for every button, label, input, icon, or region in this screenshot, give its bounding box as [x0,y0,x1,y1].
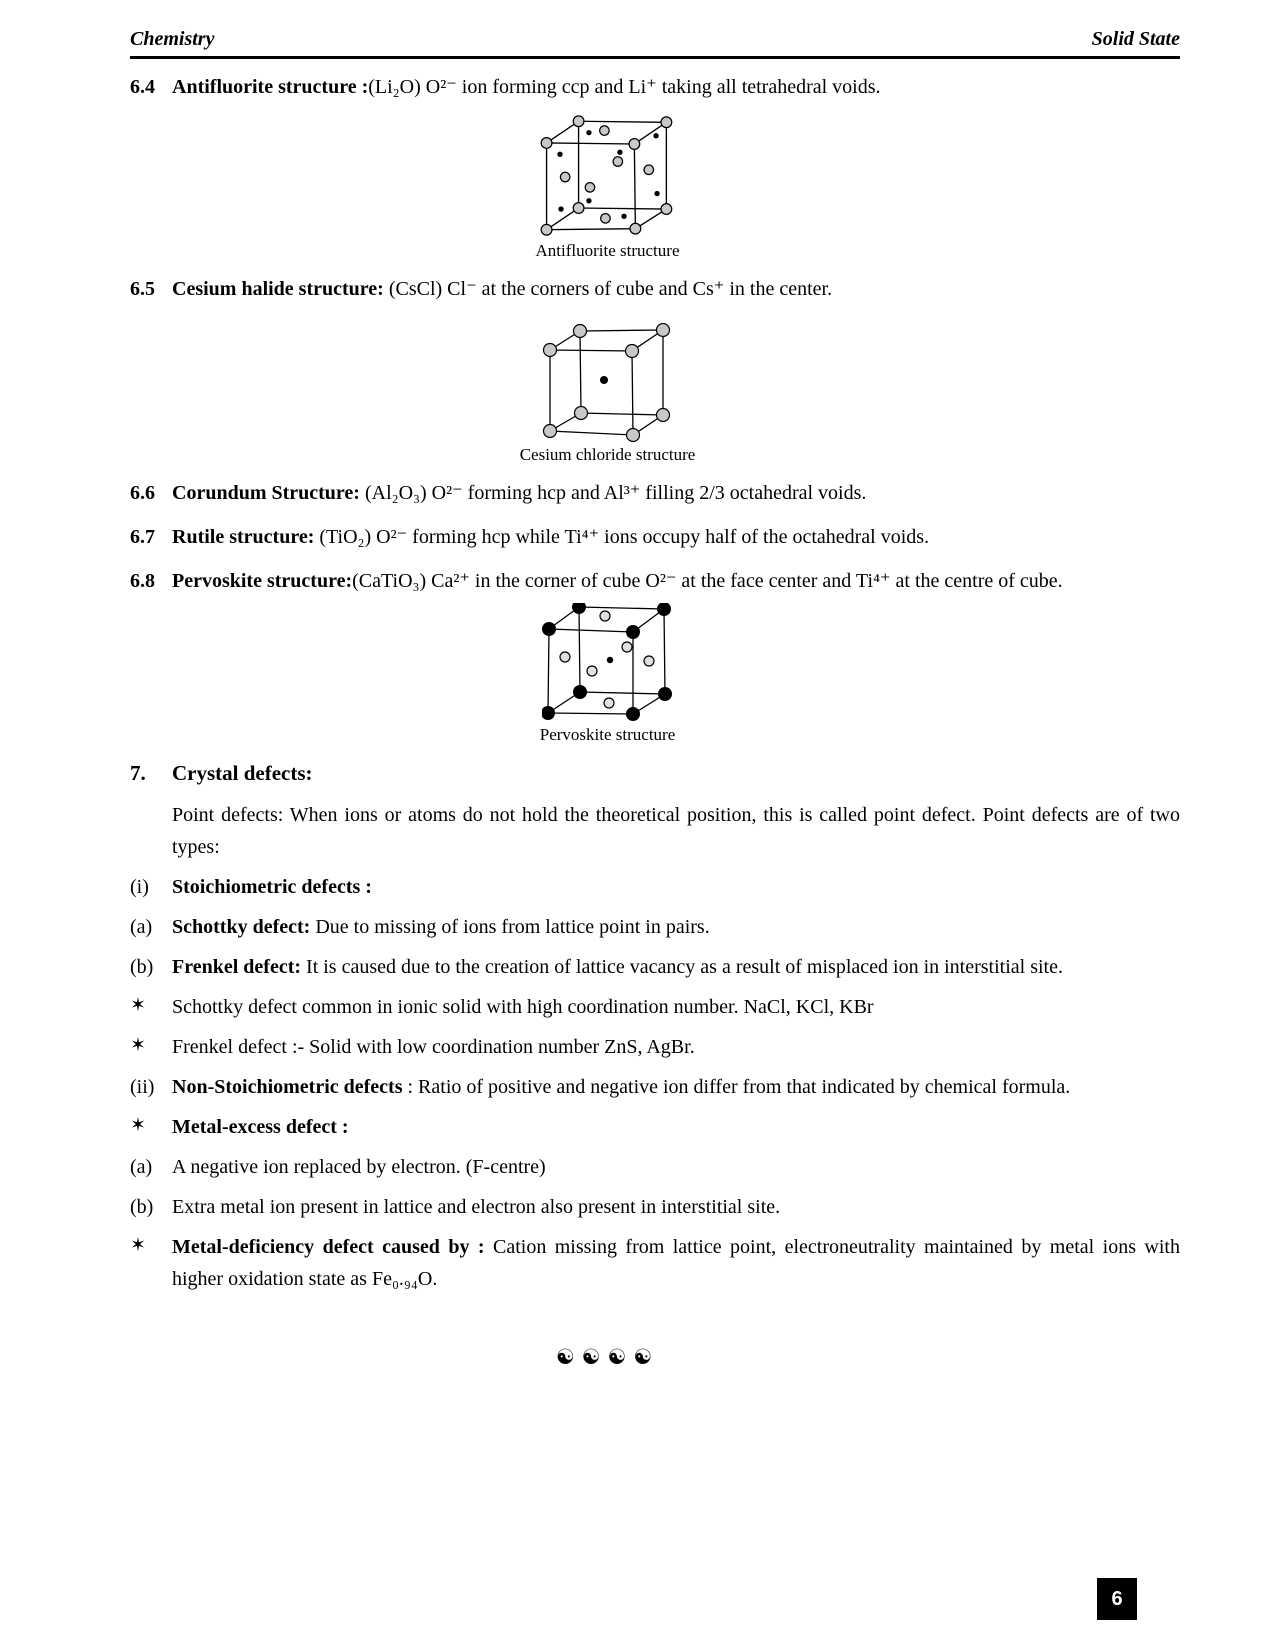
antifluorite-figure [130,113,1085,261]
item-text: Frenkel defect :- Solid with low coordination number ZnS, AgBr. [172,1035,695,1058]
section-body-text: (TiO₂) O²⁻ forming hcp while Ti⁴⁺ ions occupy half of the octahedral voids. [314,526,930,548]
defect-item-ii [130,1071,1180,1103]
section-body-text: (CaTiO₃) Ca²⁺ in the corner of cube O²⁻ at the face center and Ti⁴⁺ at the centre of cube. [352,570,1063,592]
section-number: 6.6 [130,482,155,504]
pervoskite-structure-diagram [542,603,674,723]
section-text [172,477,1180,509]
section-number: 6.7 [130,526,155,548]
page-header [130,28,1180,59]
item-text: Schottky defect: Due to missing of ions from lattice point in pairs. [172,915,710,938]
metal-deficiency-item [130,1231,1180,1295]
item-text: Frenkel defect: It is caused due to the creation of lattice vacancy as a result of misplaced ion in interstitial site. [172,955,1063,978]
item-text: Metal-excess defect : [172,1115,349,1138]
page-number-badge: 6 [1097,1578,1137,1620]
section-title: Crystal defects: [172,761,313,785]
item-marker: (a) [130,1155,153,1178]
item-text: Metal-deficiency defect caused by : Cation missing from lattice point, electroneutrality maintained by metal ions with higher oxidation state as Fe₀.₉₄O. [172,1235,1180,1290]
yin-yang-ornament: ☯☯☯☯ [555,1344,660,1369]
star-bullet-icon: ✶ [130,1114,146,1136]
note-schottky-common [130,991,1180,1023]
figure-caption: Antifluorite structure [535,241,680,260]
section-text [172,71,1180,103]
section-7-heading [130,757,1180,791]
item-marker: (a) [130,915,153,938]
section-label: Corundum Structure: [172,482,360,504]
section-label: Antifluorite structure : [172,76,369,98]
item-marker: (b) [130,955,154,978]
section-label: Cesium halide structure: [172,278,384,300]
section-text [172,565,1180,597]
section-body-text: (Li₂O) O²⁻ ion forming ccp and Li⁺ taking all tetrahedral voids. [368,76,881,98]
cesium-chloride-figure [130,323,1085,465]
metal-excess-heading [130,1111,1180,1143]
defect-item-i [130,871,1180,903]
item-marker: (b) [130,1195,154,1218]
pervoskite-figure [130,603,1085,745]
star-bullet-icon: ✶ [130,1234,146,1256]
section-6-5 [130,273,1180,305]
star-bullet-icon: ✶ [130,994,146,1016]
item-text: Stoichiometric defects : [172,875,372,898]
header-right: Solid State [1091,28,1180,50]
section-6-6 [130,477,1180,509]
section-text [172,521,1180,553]
point-defects-paragraph: Point defects: When ions or atoms do not hold the theoretical position, this is called point defect. Point defects are of two types: [172,803,1180,858]
section-6-7 [130,521,1180,553]
section-number: 6.4 [130,76,155,98]
section-number: 6.8 [130,570,155,592]
item-text: Extra metal ion present in lattice and electron also present in interstitial site. [172,1195,781,1218]
metal-excess-a [130,1151,1180,1183]
section-text [172,273,1180,305]
section-6-8 [130,565,1180,597]
note-frenkel-solid [130,1031,1180,1063]
metal-excess-b [130,1191,1180,1223]
figure-caption: Pervoskite structure [539,725,676,744]
header-left: Chemistry [130,28,215,50]
star-bullet-icon: ✶ [130,1034,146,1056]
item-marker: (ii) [130,1075,155,1098]
figure-caption: Cesium chloride structure [519,445,696,464]
item-text: A negative ion replaced by electron. (F-centre) [172,1155,546,1178]
section-number: 7. [130,761,146,785]
section-body-text: (CsCl) Cl⁻ at the corners of cube and Cs⁺ in the center. [383,278,833,300]
cesium-chloride-structure-diagram [540,323,675,443]
item-text: Schottky defect common in ionic solid with high coordination number. NaCl, KCl, KBr [172,995,874,1018]
item-marker: (i) [130,875,149,898]
defect-item-frenkel [130,951,1180,983]
section-label: Pervoskite structure: [172,570,353,592]
defect-item-schottky [130,911,1180,943]
antifluorite-structure-diagram [535,113,680,239]
section-number: 6.5 [130,278,155,300]
item-text: Non-Stoichiometric defects : Ratio of positive and negative ion differ from that indicated by chemical formula. [172,1075,1071,1098]
section-label: Rutile structure: [172,526,315,548]
section-6-4 [130,71,1180,103]
section-body-text: (Al₂O₃) O²⁻ forming hcp and Al³⁺ filling 2/3 octahedral voids. [359,482,867,504]
